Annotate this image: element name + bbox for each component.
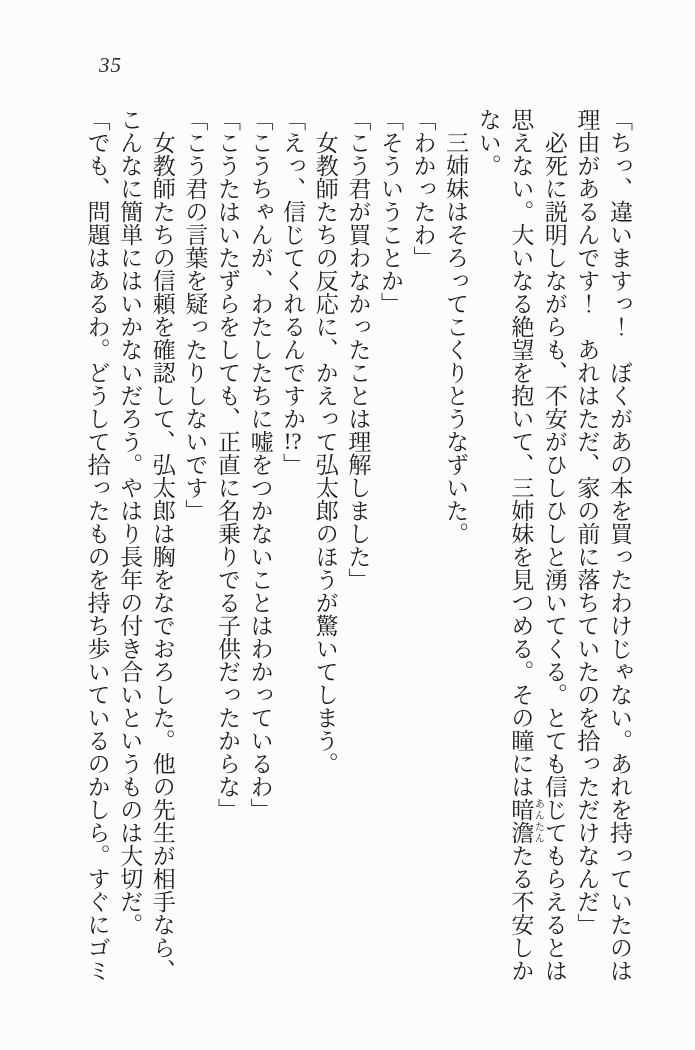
paragraph: 「でも、問題はあるわ。どうして拾ったものを持ち歩いているのかしら。すぐにゴミ <box>84 108 110 982</box>
ruby-annotated-word: 暗澹 あんたん <box>508 798 544 844</box>
paragraph: 「こうちゃんが、わたしたちに嘘をつかないことはわかっているわ」 <box>247 108 273 821</box>
paragraph: 「わかったわ」 <box>410 108 436 269</box>
paragraph: 「えっ、信じてくれるんですか!?」 <box>280 108 306 476</box>
page-number: 35 <box>99 53 122 77</box>
paragraph: 女教師たちの信頼を確認して、弘太郎は胸をなでおろした。他の先生が相手なら、こんなに簡単にはいかないだろう。やはり長年の付き合いというものは大切だ。 <box>117 108 175 982</box>
paragraph: 必死に説明しながらも、不安がひしひしと湧いてくる。とても信じてもらえるとは思えない。大いなる絶望を抱いて、三姉妹を見つめる。その瞳には暗澹 あんたんたる不安しかない。 <box>475 108 567 982</box>
paragraph: 「こう君が買わなかったことは理解しました」 <box>345 108 371 591</box>
paragraph: 「ちっ、違いますっ！ ぼくがあの本を買ったわけじゃない。あれを持っていたのは理由があるんです！ あれはただ、家の前に落ちていたのを拾っただけなんだ」 <box>574 108 632 982</box>
paragraph: 「そういうことか」 <box>377 108 403 315</box>
paragraph: 「こうたはいたずらをしても、正直に名乗りでる子供だったからな」 <box>214 108 240 821</box>
paragraph: 三姉妹はそろってこくりとうなずいた。 <box>443 131 469 545</box>
paragraph: 女教師たちの反応に、かえって弘太郎のほうが驚いてしまう。 <box>312 131 338 775</box>
tate-chu-yoko: !? <box>283 430 302 453</box>
text-body <box>80 108 635 982</box>
paragraph: 「こう君の言葉を疑ったりしないです」 <box>182 108 208 522</box>
